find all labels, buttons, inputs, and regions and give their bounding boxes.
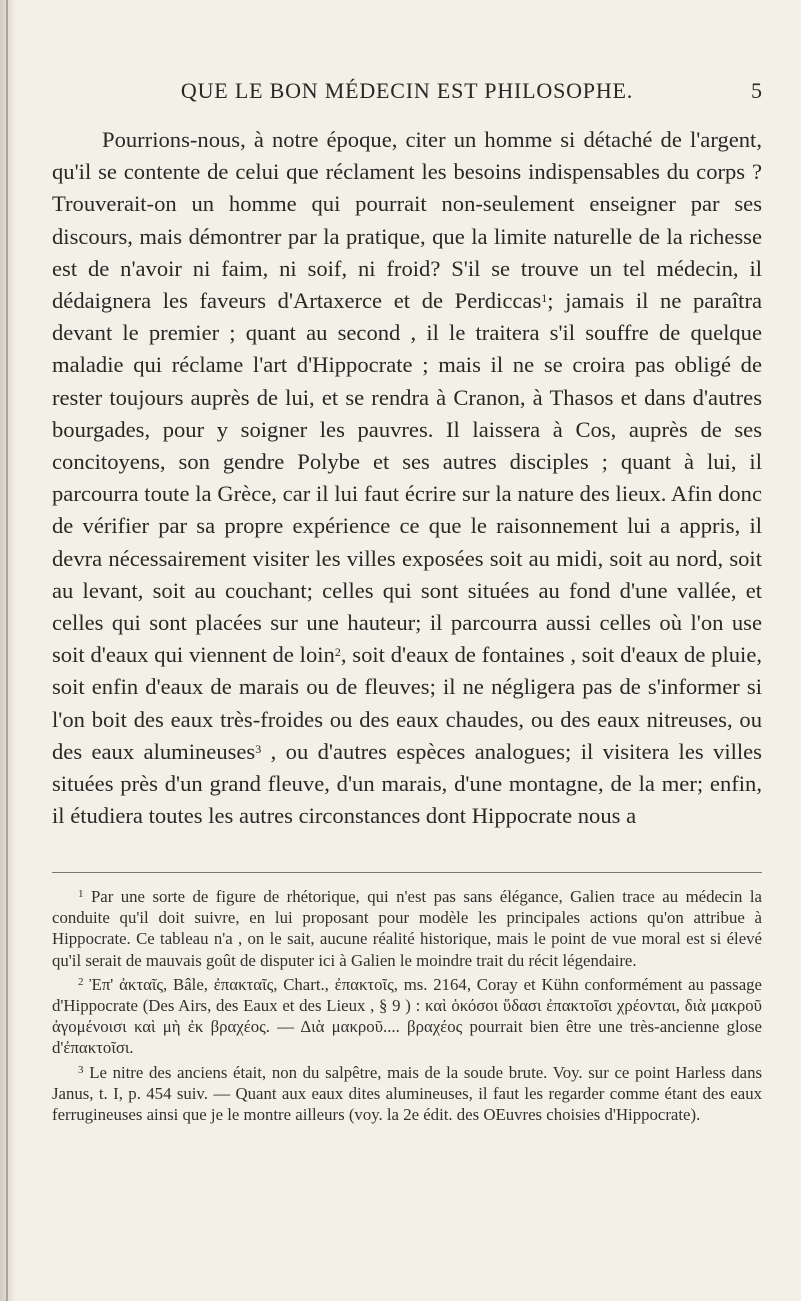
text-segment: Pourrions-nous, à notre époque, citer un homme si détaché de l'argent, qu'il se contente de celui que réclament les besoins indispensables du corps ? Trouverait-on un homme qui pourrait non-seulement enseigner par ses discours, mais démontrer par la pratique, que la limite naturelle de la richesse est de n'avoir ni faim, ni soif, ni froid? S'il se trouve un tel médecin, il dédaignera les faveurs d'Artaxerce et de Perdiccas [52,127,762,314]
text-segment: , soit d'eaux de fontaines , soit d'eaux de pluie, soit enfin d'eaux de marais ou de fleuves; il ne négligera pas de s'informer si l'on boit des eaux très-froides ou des eaux chaudes, ou des eaux nitreuses, ou des eaux alumineuses [52,642,763,764]
footnote-text: Par une sorte de figure de rhétorique, qui n'est pas sans élégance, Galien trace au médecin la conduite qu'il doit suivre, en lui proposant pour modèle les principales actions qu'on attribue à Hippocrate. Ce tableau n'a , on le sait, aucune réalité historique, mais le point de vue moral est si élevé qu'il serait de mauvais goût de disputer ici à Galien le moindre trait du récit légendaire. [52,887,762,970]
footnote-number: 3 [78,1063,84,1076]
main-text [52,124,762,832]
footnote-text: Le nitre des anciens était, non du salpêtre, mais de la soude brute. Voy. sur ce point Harless dans Janus, t. I, p. 454 suiv. — Quant aux eaux dites alumineuses, il faut les regarder comme étant des eaux ferrugineuses ainsi que je le montre ailleurs (voy. la 2e édit. des OEuvres choisies d'Hippocrate). [52,1062,762,1125]
footnote-number: 1 [78,888,84,900]
footnote [52,972,762,1059]
footnote-text: Ἐπ' ἀκταῖς, Bâle, ἐπακταῖς, Chart., ἐπακτοῖς, ms. 2164, Coray et Kühn conformément au passage d'Hippocrate (Des Airs, des Eaux et des Lieux , § 9 ) : καὶ ὁκόσοι ὕδασι ἐπακτοῖσι χρέονται, διὰ μακροῦ ἀγομένοισι καὶ μὴ ἐκ βραχέος. — Διὰ μακροῦ.... βραχέος pourrait bien être une très-ancienne glose d'ἐπακτοῖσι. [52,974,762,1058]
text-segment: , ou d'autres espèces analogues; il visitera les villes situées près d'un grand fleuve, d'un marais, d'une montagne, de la mer; enfin, il étudiera toutes les autres circonstances dont Hippocrate nous a [52,738,762,829]
footnote-divider [52,872,762,873]
footnote [52,1060,762,1126]
footnote [52,884,762,971]
footnotes [52,884,762,1126]
running-title: QUE LE BON MÉDECIN EST PHILOSOPHE. [180,78,634,103]
footnote-ref-2: 2 [334,645,341,660]
text-segment: ; jamais il ne paraîtra devant le premier ; quant au second , il le traitera s'il souffre de quelque maladie qui réclame l'art d'Hippocrate ; mais il ne se croira pas obligé de rester toujours auprès de lui, et se rendra à Cranon, à Thasos et dans d'autres bourgades, pour y soigner les pauvres. Il laissera à Cos, auprès de ses concitoyens, son gendre Polybe et ses autres disciples ; quant à lui, il parcourra toute la Grèce, car il lui faut écrire sur la nature des lieux. Afin donc de vérifier par sa propre expérience ce que le raisonnement lui a appris, il devra nécessairement visiter les villes exposées soit au midi, soit au nord, soit au levant, soit au couchant; celles qui sont situées au fond d'une vallée, et celles qui sont placées sur une hauteur; il parcourra aussi celles où l'on use soit d'eaux qui viennent de loin [52,288,762,668]
book-gutter [0,0,16,1301]
footnote-ref-3: 3 [255,741,262,756]
page-header [52,78,762,112]
gutter-line [6,0,8,1301]
page-number: 5 [751,78,762,103]
footnote-ref-1: 1 [541,291,548,306]
footnote-number: 2 [78,975,84,988]
paragraph [52,124,762,832]
